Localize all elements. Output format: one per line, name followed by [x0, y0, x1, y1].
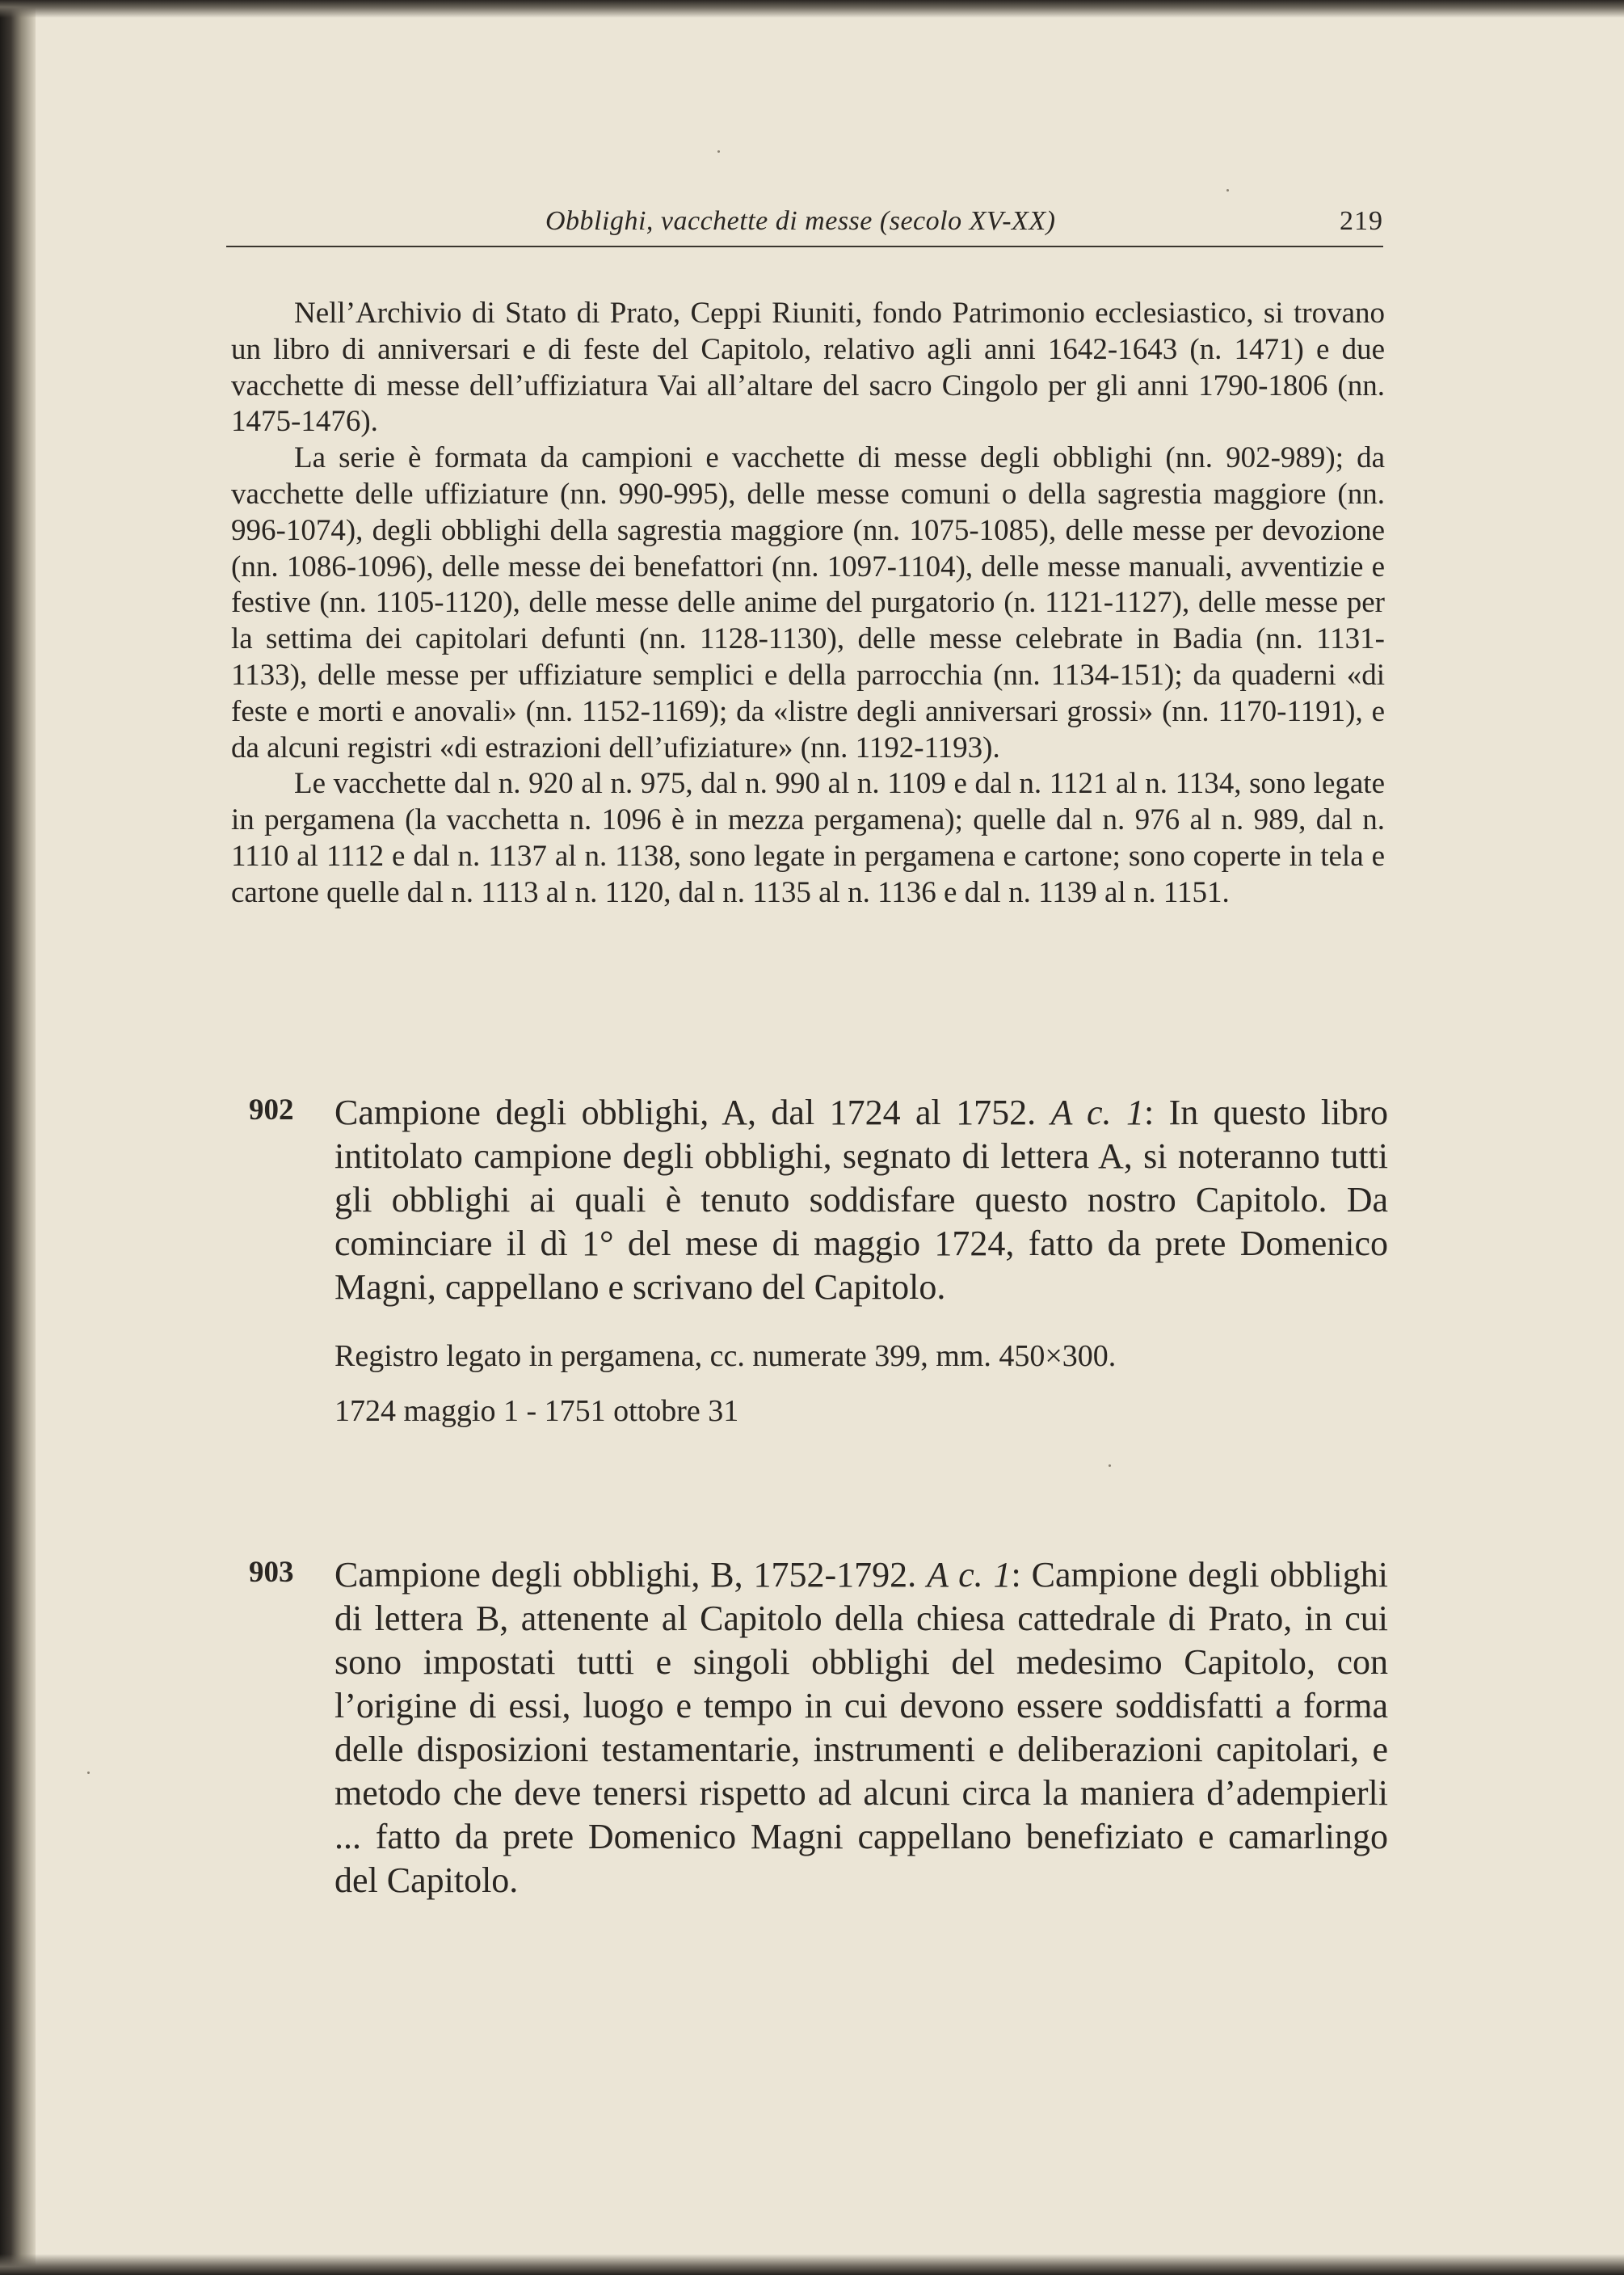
entry-physical-description: Registro legato in pergamena, cc. numerate 399, mm. 450×300. — [334, 1339, 1117, 1373]
introduction — [231, 296, 1385, 912]
entry-title: Campione degli obblighi, B, 1752-1792. — [334, 1555, 917, 1595]
entry-text — [334, 1091, 1388, 1309]
entry-description-text: : Campione degli obblighi di lettera B, attenente al Capitolo della chiesa cattedrale di Prato, in cui sono impostati tutti e singoli obblighi del medesimo Capitolo, con l’origine di essi, luogo e tempo in cui devono essere soddisfatti a forma delle disposizioni testamentarie, instrumenti e deliberazioni capitolari, e metodo che deve tenersi rispetto ad alcuni circa la maniera d’adempierli ... fatto da prete Domenico Magni cappellano benefiziato e camarlingo del Capitolo. — [334, 1555, 1389, 1900]
entry-text — [334, 1553, 1388, 1902]
entry-dates: 1724 maggio 1 - 1751 ottobre 31 — [334, 1394, 739, 1428]
entry-body — [334, 1553, 1388, 1902]
intro-paragraph: Le vacchette dal n. 920 al n. 975, dal n. 990 al n. 1109 e dal n. 1121 al n. 1134, sono legate in pergamena (la vacchetta n. 1096 è in mezza pergamena); quelle dal n. 976 al n. 989, dal n. 1110 al 1112 e dal n. 1137 al n. 1138, sono legate in pergamena e cartone; sono coperte in tela e cartone quelle dal n. 1113 al n. 1120, dal n. 1135 al n. 1136 e dal n. 1139 al n. 1151. — [231, 767, 1385, 909]
entry-description-text: : In questo libro intitolato campione degli obblighi, segnato di lettera A, si noteranno tutti gli obblighi ai quali è tenuto soddisfare questo nostro Capitolo. Da cominciare il dì 1° del mese di maggio 1724, fatto da prete Domenico Magni, cappellano e scrivano del Capitolo. — [334, 1093, 1388, 1307]
entry-label: A c. 1 — [927, 1555, 1012, 1595]
paper-speck — [717, 150, 720, 153]
header-rule — [226, 246, 1383, 247]
running-head — [226, 206, 1383, 246]
intro-paragraph: La serie è formata da campioni e vacchette di messe degli obblighi (nn. 902-989); da vacchette delle uffiziature (nn. 990-995), delle messe comuni o della sagrestia maggiore (nn. 996-1074), degli obblighi della sagrestia maggiore (nn. 1075-1085), delle messe per devozione (nn. 1086-1096), delle messe dei benefattori (nn. 1097-1104), delle messe manuali, avventizie e festive (nn. 1105-1120), delle messe delle anime del purgatorio (n. 1121-1127), delle messe per la settima dei capitolari defunti (nn. 1128-1130), delle messe celebrate in Badia (nn. 1131-1133), delle messe per uffiziature semplici e della parrocchia (nn. 1134-151); da quaderni «di feste e morti e anovali» (nn. 1152-1169); da «listre degli anniversari grossi» (nn. 1170-1191), e da alcuni registri «di estrazioni dell’ufiziature» (nn. 1192-1193). — [231, 441, 1385, 765]
running-title: Obblighi, vacchette di messe (secolo XV-XX) — [545, 206, 1056, 236]
entry-label: A c. 1 — [1050, 1093, 1144, 1132]
entry-body — [334, 1091, 1388, 1429]
page-number: 219 — [1340, 206, 1383, 236]
paper-speck — [1109, 1464, 1111, 1467]
paper-speck — [87, 1772, 90, 1774]
paper-speck — [1226, 189, 1229, 192]
entry-number: 903 — [249, 1556, 294, 1589]
intro-paragraph: Nell’Archivio di Stato di Prato, Ceppi Riuniti, fondo Patrimonio ecclesiastico, si trovano un libro di anniversari e di feste del Capitolo, relativo agli anni 1642-1643 (n. 1471) e due vacchette di messe dell’uffiziatura Vai all’altare del sacro Cingolo per gli anni 1790-1806 (nn. 1475-1476). — [231, 297, 1385, 439]
entry-title: Campione degli obblighi, A, dal 1724 al 1752. — [334, 1093, 1037, 1132]
entry-number: 902 — [249, 1093, 294, 1127]
